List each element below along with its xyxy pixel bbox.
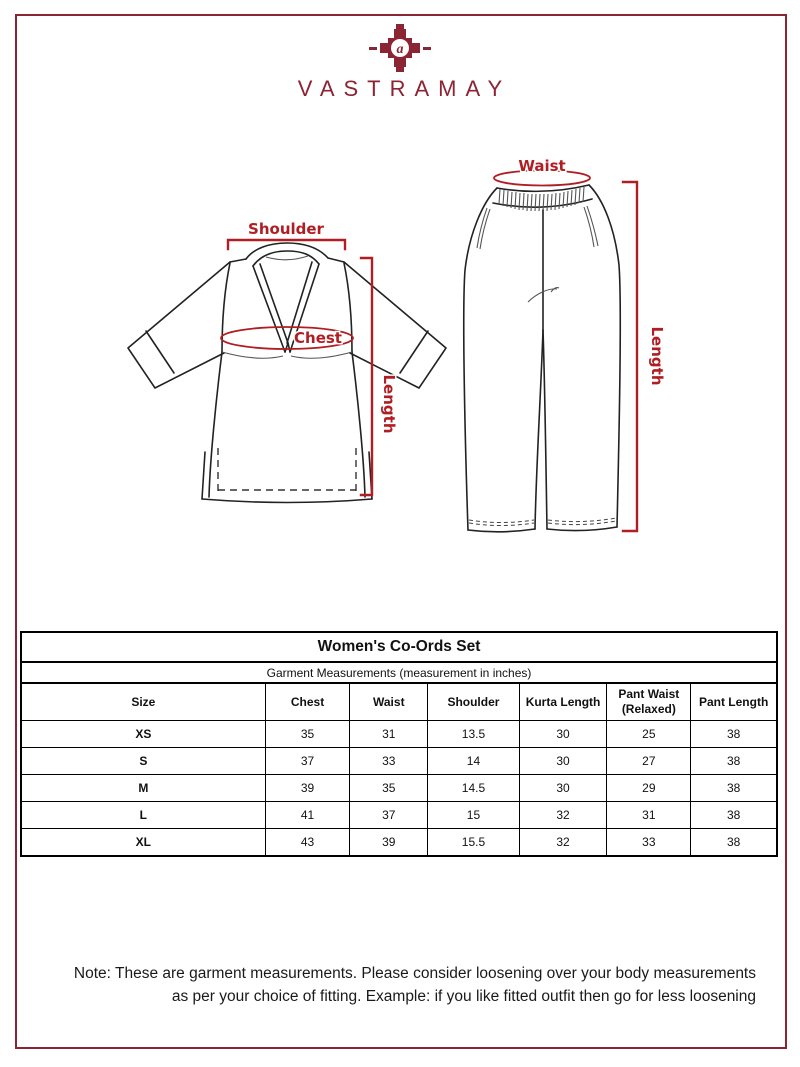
kurta-length-label: Length (380, 374, 398, 434)
measurement-cell: 37 (350, 802, 428, 829)
pants-waist-label: Waist (518, 157, 566, 175)
measurement-cell: 29 (607, 775, 691, 802)
measurement-cell: 30 (519, 775, 607, 802)
column-header-shoulder: Shoulder (428, 683, 519, 721)
measurement-cell: 43 (265, 829, 350, 857)
size-cell: XL (21, 829, 265, 857)
measurement-cell: 13.5 (428, 721, 519, 748)
measurement-cell: 33 (607, 829, 691, 857)
measurement-cell: 27 (607, 748, 691, 775)
size-cell: XS (21, 721, 265, 748)
note-line-2: as per your choice of fitting. Example: if you like fitted outfit then go for less loosening (171, 988, 756, 1006)
measurement-cell: 15.5 (428, 829, 519, 857)
measurement-cell: 39 (265, 775, 350, 802)
measurement-cell: 38 (691, 721, 777, 748)
table-subtitle: Garment Measurements (measurement in inches) (21, 662, 777, 683)
measurement-cell: 25 (607, 721, 691, 748)
measurement-cell: 14.5 (428, 775, 519, 802)
kurta-shoulder-label: Shoulder (248, 220, 324, 238)
measurement-cell: 32 (519, 829, 607, 857)
column-header-kurta-length: Kurta Length (519, 683, 607, 721)
measurement-cell: 14 (428, 748, 519, 775)
size-cell: L (21, 802, 265, 829)
measurement-cell: 38 (691, 775, 777, 802)
size-table (20, 631, 778, 857)
pants-annotations (494, 157, 666, 531)
measurement-note (30, 962, 756, 1009)
table-title: Women's Co-Ords Set (21, 632, 777, 662)
table-title-row (21, 632, 777, 662)
measurement-cell: 39 (350, 829, 428, 857)
measurement-cell: 38 (691, 748, 777, 775)
size-table-section (20, 631, 778, 857)
table-header-row (21, 683, 777, 721)
measurement-cell: 35 (265, 721, 350, 748)
kurta-chest-label: Chest (294, 329, 342, 347)
table-row (21, 802, 777, 829)
measurement-cell: 30 (519, 748, 607, 775)
kurta-sketch (128, 243, 446, 503)
table-row (21, 748, 777, 775)
measurement-cell: 38 (691, 829, 777, 857)
column-header-pant-waist: Pant Waist (Relaxed) (607, 683, 691, 721)
pants-length-label: Length (648, 326, 666, 386)
size-table-body (21, 721, 777, 857)
column-header-chest: Chest (265, 683, 350, 721)
column-header-pant-length: Pant Length (691, 683, 777, 721)
measurement-cell: 41 (265, 802, 350, 829)
size-cell: S (21, 748, 265, 775)
note-line-1: Note: These are garment measurements. Please consider loosening over your body measurements (73, 965, 756, 982)
measurement-cell: 37 (265, 748, 350, 775)
measurement-cell: 31 (607, 802, 691, 829)
table-subtitle-row (21, 662, 777, 683)
measurement-cell: 31 (350, 721, 428, 748)
column-header-size: Size (21, 683, 265, 721)
measurement-cell: 30 (519, 721, 607, 748)
brand-name: VASTRAMAY (297, 76, 512, 101)
measurement-cell: 33 (350, 748, 428, 775)
measurement-cell: 38 (691, 802, 777, 829)
measurement-cell: 35 (350, 775, 428, 802)
table-row (21, 829, 777, 857)
pants-sketch (464, 185, 621, 532)
size-cell: M (21, 775, 265, 802)
table-row (21, 721, 777, 748)
column-header-waist: Waist (350, 683, 428, 721)
table-row (21, 775, 777, 802)
measurement-cell: 15 (428, 802, 519, 829)
brand-monogram: a (396, 42, 404, 57)
measurement-cell: 32 (519, 802, 607, 829)
